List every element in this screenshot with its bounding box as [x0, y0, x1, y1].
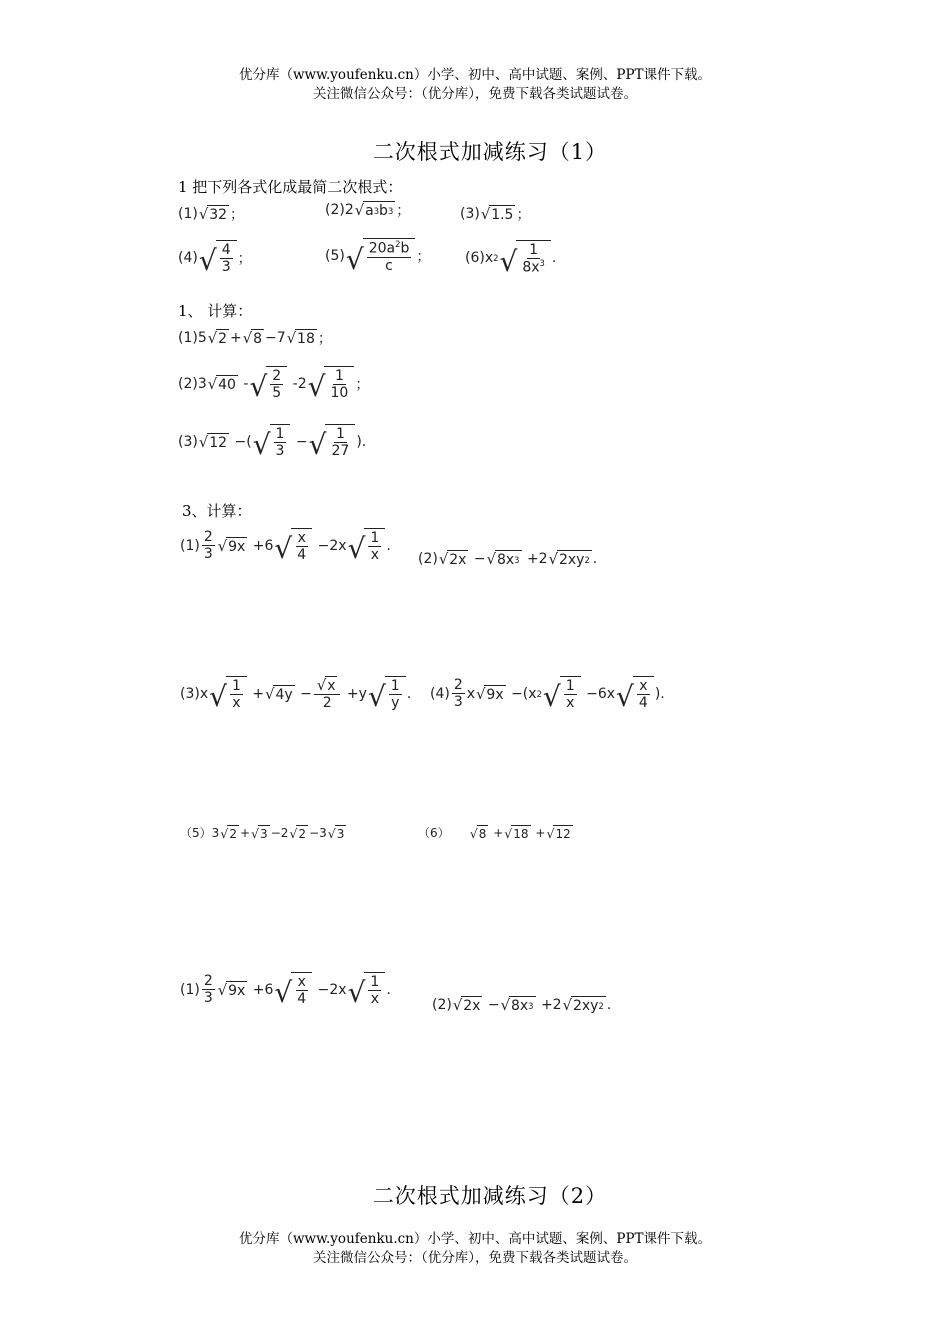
- s3-item-5: （5）3 √ 2 + √ 3 −2 √ 2 −3 √ 3: [180, 825, 345, 841]
- section-2-heading: 1、 计算：: [178, 302, 253, 320]
- s1-item-3: (3) √ 1.5 ；: [460, 206, 531, 224]
- s1-item-6: (6)x 2 √ $\frac{1}{8x^3}$ .: [465, 242, 557, 278]
- s2-item-3: (3) √ 12 −( √ $\frac{1}{3}$ − √ $\frac{1}{27}$ ).: [178, 426, 367, 462]
- page-title: 二次根式加减练习（1）: [372, 140, 608, 164]
- section-3-heading: 3、计算：: [182, 502, 252, 520]
- s1-item-2: (2)2 √ a 3 b 3 ；: [325, 202, 411, 220]
- s1-item-5: (5) √ $\frac{20a^2b}{c}$ ；: [325, 239, 431, 276]
- s3-item-6: （6） √ 8 + √ 18 + √ 12: [418, 825, 571, 841]
- header-line-1: 优分库（www.youfenku.cn）小学、初中、高中试题、案例、PPT课件下载。: [238, 67, 712, 83]
- section-1-heading: 1 把下列各式化成最简二次根式：: [178, 178, 403, 196]
- header-line-2: 关注微信公众号：（优分库），免费下载各类试题试卷。: [313, 86, 637, 102]
- page-title-2: 二次根式加减练习（2）: [372, 1184, 608, 1208]
- s2-item-2: (2)3 √ 40 - √ $\frac{2}{5}$ -2 √ $\frac{1}{10}$ ；: [178, 368, 370, 404]
- s1-item-4: (4) √ $\frac{4}{3}$ ；: [178, 242, 252, 278]
- s3-item-2: (2) √ 2x − √ 8x 3 +2 √ 2xy 2 .: [418, 551, 598, 569]
- footer-line-2: 关注微信公众号：（优分库），免费下载各类试题试卷。: [313, 1250, 637, 1266]
- s1-item-1: (1) √ 32 ；: [178, 206, 245, 224]
- s3-item-3: (3)x √ $\frac{1}{x}$ + √ 4y − √ x 2 +y √ $\frac{1}{y}$ .: [180, 677, 412, 714]
- s3-repeat-item-1: (1) $\frac{2}{3}$ √ 9x +6 √ $\frac{x}{4}$ −2x √ $\frac{1}{x}$ .: [180, 973, 391, 1010]
- s2-item-1: (1)5 √ 2 + √ 8 −7 √ 18 ；: [178, 330, 332, 348]
- footer-line-1: 优分库（www.youfenku.cn）小学、初中、高中试题、案例、PPT课件下载。: [238, 1231, 712, 1247]
- s3-item-4: (4) $\frac{2}{3}$ x √ 9x −(x 2 √ $\frac{1}{x}$ −6x √ $\frac{x}{4}$ ).: [430, 677, 665, 714]
- s3-item-1: (1) $\frac{2}{3}$ √ 9x +6 √ $\frac{x}{4}$ −2x √ $\frac{1}{x}$ .: [180, 529, 391, 566]
- s3-repeat-item-2: (2) √ 2x − √ 8x 3 +2 √ 2xy 2 .: [432, 997, 612, 1015]
